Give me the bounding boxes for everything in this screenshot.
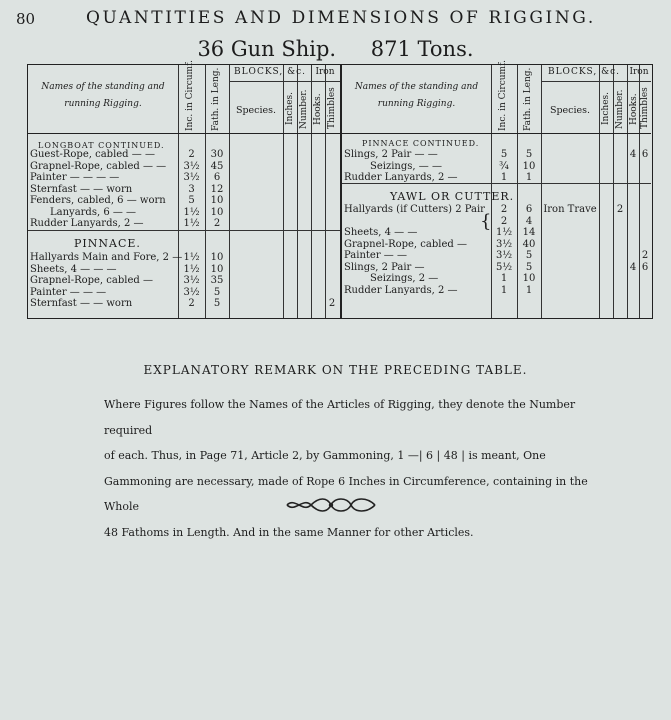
remark-title: EXPLANATORY REMARK ON THE PRECEDING TABLE.: [143, 363, 528, 377]
title-ship: 36 Gun Ship.: [197, 37, 337, 61]
rigging-name: Seizings, — —: [370, 160, 442, 172]
remark-paragraph: [104, 392, 604, 545]
running-head: QUANTITIES AND DIMENSIONS OF RIGGING.: [86, 8, 596, 28]
rigging-name: Grapnel-Rope, cabled — —: [30, 160, 167, 172]
length-value: 6: [525, 204, 533, 215]
length-value: 10: [210, 252, 224, 263]
circumf-value: 3: [188, 183, 195, 195]
length-value: 10: [522, 273, 536, 284]
title-tons: 871 Tons.: [370, 37, 474, 61]
circumf-value: 1: [500, 273, 508, 284]
table-right-half: [340, 60, 651, 318]
rigging-name: Sheets, 4 — — —: [30, 263, 117, 275]
names-column-header: Names of the standing and running Rigging.: [41, 82, 165, 109]
ornament-icon: [285, 497, 377, 513]
circumf-value: 5: [188, 195, 195, 206]
rigging-name: Painter — —: [344, 250, 407, 261]
length-header: Fath. in Leng.: [211, 67, 221, 131]
length-value: 10: [522, 160, 536, 172]
thimbles-value: 2: [328, 298, 336, 309]
thimbles-header: Thimbles: [327, 87, 337, 129]
length-value: 10: [210, 195, 224, 206]
rigging-name: Sternfast — — worn: [30, 183, 133, 195]
rigging-name: Painter — — — —: [30, 172, 120, 183]
rigging-name: Rudder Lanyards, 2 —: [30, 218, 144, 229]
number-header: Number.: [299, 89, 309, 129]
species-header-right: Species.: [549, 105, 591, 116]
rigging-name: Lanyards, 6 — —: [50, 206, 137, 218]
length-value: 5: [213, 298, 221, 309]
table-left-half: [28, 60, 340, 318]
length-value: 14: [522, 227, 536, 238]
circumf-value: 3½: [495, 238, 513, 250]
hooks-value: 4: [629, 261, 637, 273]
circumf-value: 3½: [183, 160, 200, 172]
length-value: 30: [210, 149, 224, 160]
rigging-table: [27, 60, 653, 319]
rigging-name: Slings, 2 Pair —: [344, 261, 425, 273]
rigging-name: Hallyards (if Cutters) 2 Pair: [344, 204, 485, 215]
length-header-right: Fath. in Leng.: [523, 67, 533, 131]
section-title-pinnace: PINNACE.: [74, 237, 141, 250]
rigging-name: Painter — — —: [30, 286, 107, 298]
rigging-name: Sheets, 4 — —: [344, 227, 418, 238]
hooks-header: Hooks.: [313, 93, 323, 125]
rigging-name: Rudder Lanyards, 2 —: [344, 284, 458, 296]
iron-header: Iron: [315, 67, 335, 77]
circumf-value: 1: [500, 284, 508, 296]
length-value: 10: [210, 263, 224, 275]
circumf-value: 2: [188, 298, 195, 309]
hooks-header-right: Hooks.: [629, 93, 639, 125]
blocks-header-right: BLOCKS, &c.: [547, 67, 621, 77]
section-title-pinnace-continued: PINNACE CONTINUED.: [362, 139, 480, 148]
circumf-value: 3½: [495, 250, 513, 261]
rigging-name: Seizings, 2 —: [370, 273, 439, 284]
circumf-value: 1: [500, 172, 508, 183]
circumf-value: 1½: [183, 252, 200, 263]
species-value: Iron Trave: [543, 204, 597, 215]
hooks-value: 4: [629, 149, 637, 160]
remark-line: Gammoning are necessary, made of Rope 6 Inches in Circumference, containing in the Whole: [104, 474, 588, 513]
names-column-header-right: Names of the standing and running Rigging.: [354, 82, 479, 109]
species-header: Species.: [235, 105, 277, 116]
section-title-longboat: LONGBOAT CONTINUED.: [38, 141, 165, 150]
circumf-value: 5½: [495, 261, 513, 273]
rigging-name: Rudder Lanyards, 2 —: [344, 172, 458, 183]
length-value: 45: [210, 160, 224, 172]
thimbles-value: 2: [641, 250, 649, 261]
circumf-value: 1½: [183, 263, 200, 275]
length-value: 5: [525, 261, 533, 273]
length-value: 5: [213, 286, 221, 298]
rigging-name: Guest-Rope, cabled — —: [30, 149, 155, 160]
rigging-name: Hallyards Main and Fore, 2 —: [30, 252, 183, 263]
circumf-value: 3½: [183, 172, 200, 183]
inches-header-right: Inches.: [601, 92, 611, 126]
length-value: 5: [525, 250, 533, 261]
remark-line: 48 Fathoms in Length. And in the same Manner for other Articles.: [104, 525, 474, 539]
length-value: 2: [213, 218, 221, 229]
rigging-name: Sternfast — — worn: [30, 298, 133, 309]
thimbles-header-right: Thimbles: [640, 87, 650, 129]
length-value: 6: [213, 172, 221, 183]
length-value: 4: [525, 215, 533, 227]
circumf-value: ¾: [499, 160, 509, 172]
page-number: 80: [16, 10, 36, 28]
length-value: 35: [210, 275, 224, 286]
remark-line: Where Figures follow the Names of the Articles of Rigging, they denote the Number required: [104, 398, 576, 437]
number-header-right: Number.: [615, 89, 625, 129]
length-value: 10: [210, 206, 224, 218]
number-value: 2: [616, 204, 624, 215]
length-value: 5: [525, 149, 533, 160]
circumf-value: 3½: [183, 275, 200, 286]
iron-header-right: Iron: [629, 67, 649, 77]
circumf-value: 1½: [183, 218, 200, 229]
circumf-header: Inc. in Circumf.: [185, 60, 195, 131]
rigging-name: Fenders, cabled, 6 — worn: [30, 195, 166, 206]
rigging-name: Grapnel-Rope, cabled —: [30, 275, 153, 286]
circumf-header-right: Inc. in Circumf.: [498, 60, 508, 131]
thimbles-value: 6: [641, 149, 649, 160]
circumf-value: 1½: [495, 227, 513, 238]
circumf-value: 2: [500, 215, 508, 227]
rigging-name: Slings, 2 Pair — —: [344, 149, 438, 160]
length-value: 12: [210, 183, 224, 195]
brace-glyph: {: [480, 211, 492, 232]
blocks-header: BLOCKS, &c.: [233, 67, 307, 77]
inches-header: Inches.: [285, 92, 295, 126]
section-title-yawl: YAWL OR CUTTER.: [390, 190, 515, 203]
length-value: 40: [522, 238, 536, 250]
length-value: 1: [525, 172, 533, 183]
circumf-value: 3½: [183, 286, 200, 298]
rigging-name: Grapnel-Rope, cabled —: [344, 238, 467, 250]
circumf-value: 5: [500, 149, 508, 160]
remark-line: of each. Thus, in Page 71, Article 2, by Gammoning, 1 —| 6 | 48 | is meant, One: [104, 449, 546, 462]
circumf-value: 2: [188, 149, 195, 160]
thimbles-value: 6: [641, 261, 649, 273]
length-value: 1: [525, 284, 533, 296]
page-title: [0, 37, 671, 61]
circumf-value: 1½: [183, 206, 200, 218]
circumf-value: 2: [500, 204, 508, 215]
